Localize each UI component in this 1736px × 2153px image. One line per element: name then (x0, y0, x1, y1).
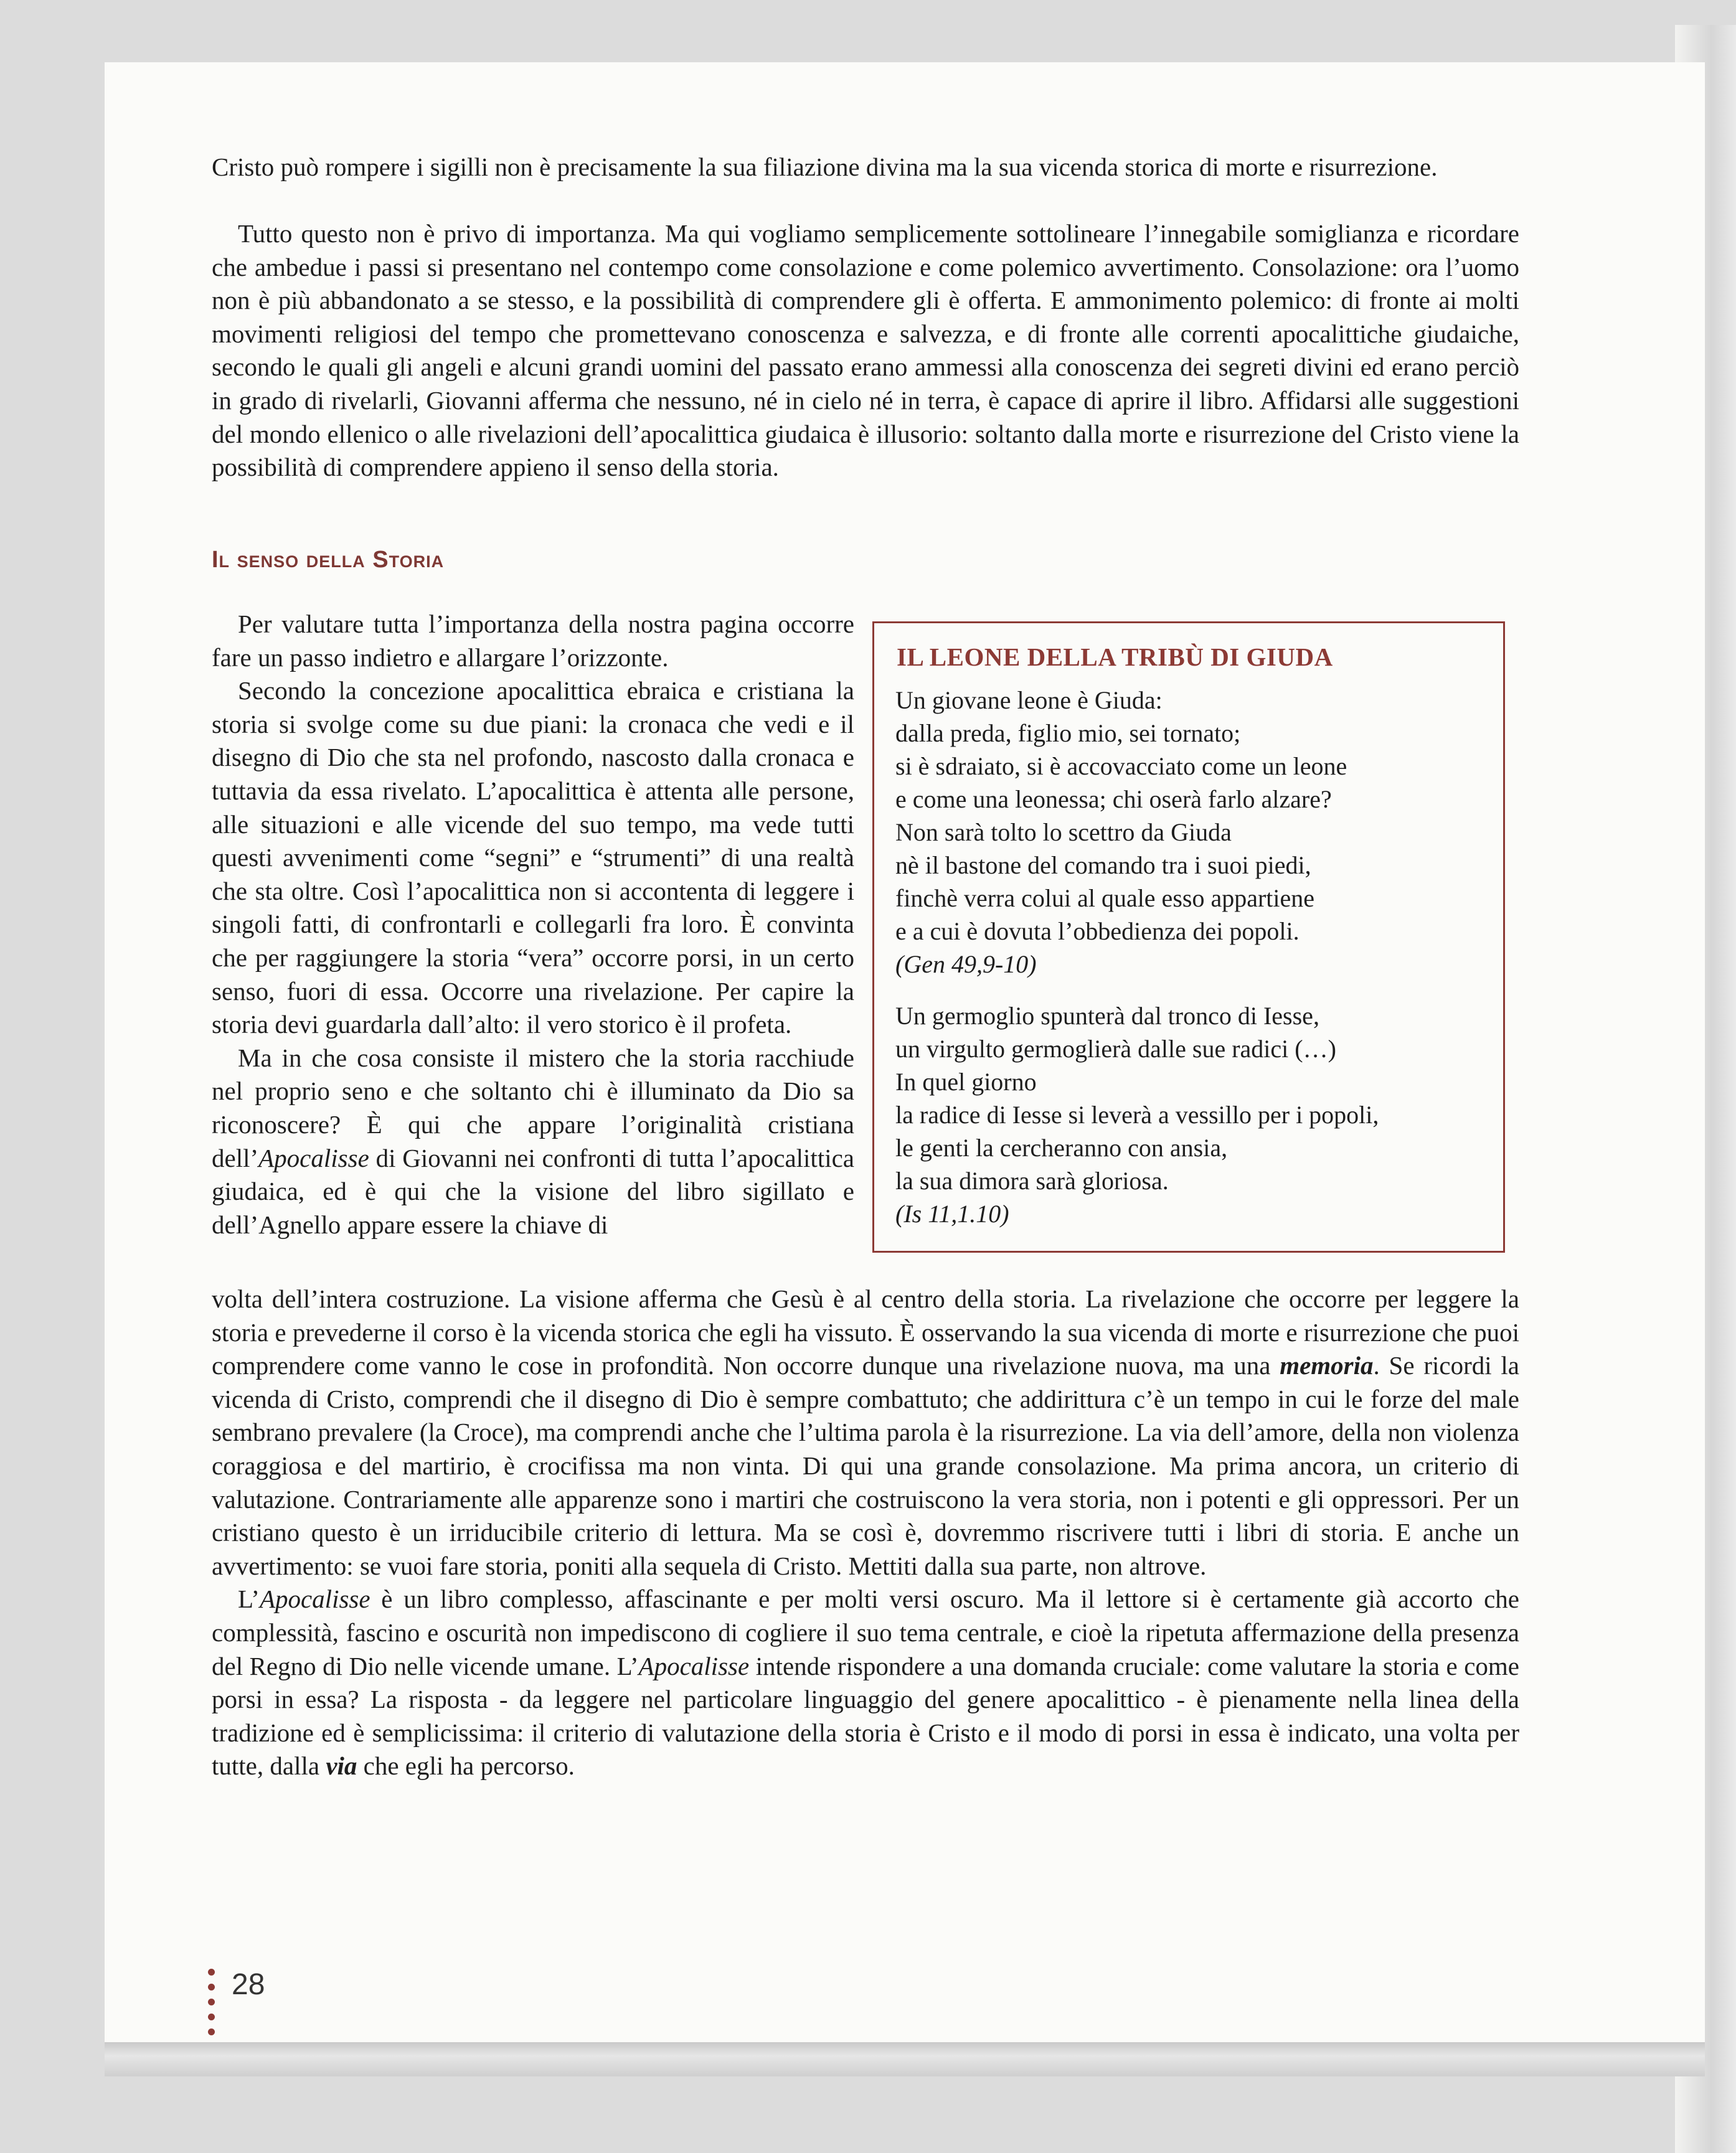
verse-line: nè il bastone del comando tra i suoi piedi, (895, 851, 1311, 879)
verse-line: e come una leonessa; chi oserà farlo alzare? (895, 785, 1332, 813)
verse-line: la sua dimora sarà gloriosa. (895, 1167, 1169, 1195)
main-paragraph-1: volta dell’intera costruzione. La visione afferma che Gesù è al centro della storia. La rivelazione che occorre per leggere la storia e prevederne il corso è la vicenda storica che egli ha vissuto. È osservando la sua vicenda di morte e risurrezione che puoi comprendere come vanno le cose in profondità. Non occorre dunque una rivelazione nuova, ma una memoria. Se ricordi la vicenda di Cristo, comprendi che il disegno di Dio è sempre combattuto; che addirittura c’è un tempo in cui le forze del male sembrano prevalere (la Croce), ma comprendi anche che l’ultima parola è la risurrezione. La via dell’amore, della non violenza coraggiosa e del martirio, è crocifissa ma non vinta. Di qui una grande consolazione. Ma prima ancora, un criterio di valutazione. Contrariamente alle apparenze sono i martiri che costruiscono la vera storia, non i potenti e gli oppressori. Per un cristiano questo è un irriducibile criterio di lettura. Ma se così è, dovremmo riscrivere tutti i libri di storia. E anche un avvertimento: se vuoi fare storia, poniti alla sequela di Cristo. Mettiti dalla sua parte, non altrove. (212, 1284, 1519, 1580)
left-column-text (212, 608, 854, 1241)
verse-line: dalla preda, figlio mio, sei tornato; (895, 719, 1241, 747)
column-paragraph-2: Secondo la concezione apocalittica ebraica e cristiana la storia si svolge come su due piani: la cronaca che vedi e il disegno di Dio che sta nel profondo, nascosto dalla cronaca e tuttavia da essa rivelato. L’apocalittica è attenta alle persone, alle situazioni e alle vicende del suo tempo, ma vede tutti questi avvenimenti come “segni” e “strumenti” di una realtà che sta oltre. Così l’apocalittica non si accontenta di leggere i singoli fatti, di confrontarli e collegarli fra loro. È convinta che per raggiungere la storia “vera” occorre porsi, in un certo senso, fuori di essa. Occorre una rivelazione. Per capire la storia devi guardarla dall’alto: il vero storico è il profeta. (212, 676, 854, 1039)
emphasis-memoria: memoria (1280, 1351, 1374, 1380)
intro-paragraph-1: Cristo può rompere i sigilli non è precisamente la sua filiazione divina ma la sua vicenda storica di morte e risurrezione. (212, 153, 1438, 181)
verse-group-isaiah (895, 999, 1484, 1197)
emphasis-via: via (326, 1751, 357, 1781)
citation-genesis: (Gen 49,9-10) (895, 950, 1037, 978)
page-number-dots (208, 1969, 215, 2043)
verse-line: un virgulto germoglierà dalle sue radici (…) (895, 1035, 1336, 1063)
page-number: 28 (232, 1968, 265, 2001)
sidebar-box (872, 621, 1505, 1253)
column-paragraph-3: Ma in che cosa consiste il mistero che la storia racchiude nel proprio seno e che soltanto chi è illuminato da Dio sa riconoscere? È qui che appare l’originalità cristiana dell’Apocalisse di Giovanni nei confronti di tutta l’apocalittica giudaica, ed è qui che la visione del libro sigillato e dell’Agnello appare essere la chiave di (212, 1043, 854, 1239)
verse-line: si è sdraiato, si è accovacciato come un leone (895, 752, 1347, 780)
verse-line: Un germoglio spunterà dal tronco di Iesse, (895, 1002, 1319, 1030)
verse-line: e a cui è dovuta l’obbedienza dei popoli. (895, 917, 1300, 945)
verse-line: le genti la cercheranno con ansia, (895, 1134, 1228, 1162)
main-text (212, 1283, 1519, 1783)
verse-group-genesis (895, 684, 1484, 948)
section-heading: Il senso della Storia (212, 547, 445, 573)
verse-line: Un giovane leone è Giuda: (895, 686, 1163, 714)
verse-line: finchè verra colui al quale esso appartiene (895, 884, 1315, 912)
column-paragraph-1: Per valutare tutta l’importanza della nostra pagina occorre fare un passo indietro e allargare l’orizzonte. (212, 610, 854, 672)
verse-line: Non sarà tolto lo scettro da Giuda (895, 818, 1232, 846)
main-paragraph-2: L’Apocalisse è un libro complesso, affascinante e per molti versi oscuro. Ma il lettore si è certamente già accorto che complessità, fascino e oscurità non impediscono di cogliere il suo tema centrale, e cioè la ripetuta affermazione della presenza del Regno di Dio nelle vicende umane. L’Apocalisse intende rispondere a una domanda cruciale: come valutare la storia e come porsi in essa? La risposta - da leggere nel particolare linguaggio del genere apocalittico - è pienamente nella linea della tradizione ed è semplicissima: il criterio di valutazione della storia è Cristo e il modo di porsi in essa è indicato, una volta per tutte, dalla via che egli ha percorso. (212, 1585, 1519, 1781)
verse-line: In quel giorno (895, 1068, 1037, 1096)
citation-isaiah: (Is 11,1.10) (895, 1200, 1009, 1228)
page-bottom-edge (105, 2042, 1705, 2076)
box-title: IL LEONE DELLA TRIBÙ DI GIUDA (897, 643, 1333, 671)
verse-line: la radice di Iesse si leverà a vessillo per i popoli, (895, 1101, 1379, 1129)
intro-paragraph-2: Tutto questo non è privo di importanza. Ma qui vogliamo semplicemente sottolineare l’innegabile somiglianza e ricordare che ambedue i passi si presentano nel contempo come consolazione e come polemico avvertimento. Consolazione: ora l’uomo non è più abbandonato a se stesso, e la possibilità di comprendere gli è offerta. E ammonimento polemico: di fronte ai molti movimenti religiosi del tempo che promettevano conoscenza e salvezza, e di fronte alle correnti apocalittiche giudaiche, secondo le quali gli angeli e alcuni grandi uomini del passato erano ammessi alla conoscenza dei segreti divini ed erano perciò in grado di rivelarli, Giovanni afferma che nessuno, né in cielo né in terra, è capace di aprire il libro. Affidarsi alle suggestioni del mondo ellenico o alle rivelazioni dell’apocalittica giudaica è illusorio: soltanto dalla morte e risurrezione del Cristo viene la possibilità di comprendere appieno il senso della storia. (212, 219, 1519, 482)
